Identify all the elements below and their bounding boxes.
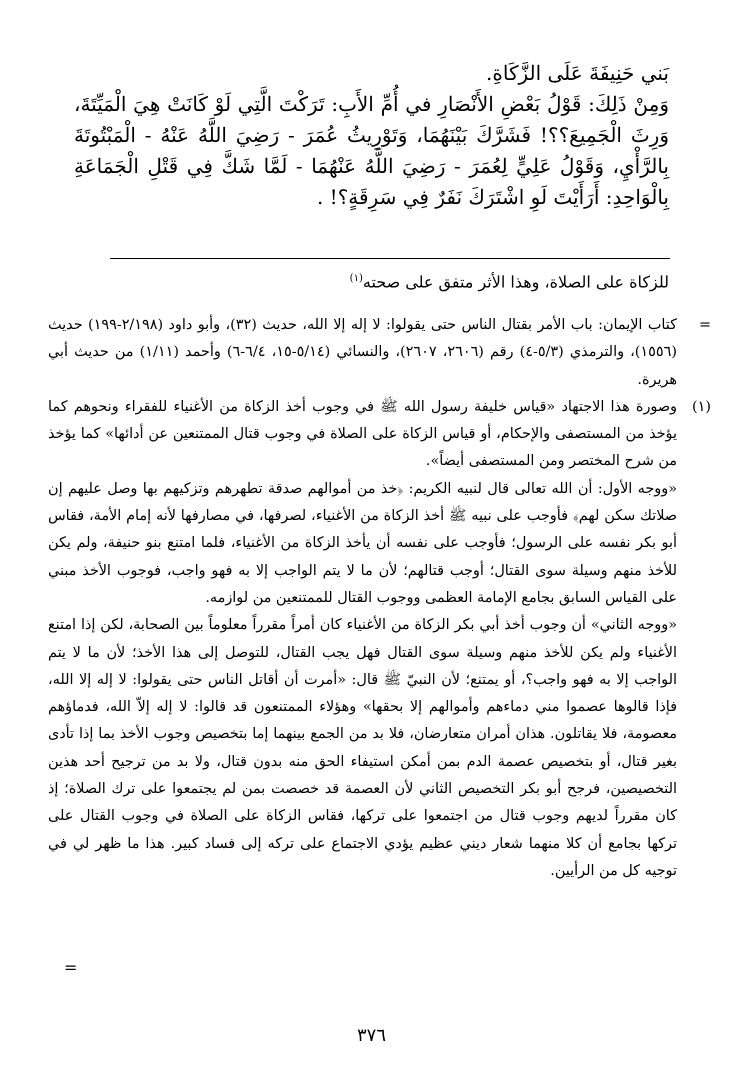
main-line: بَني حَنِيفَةَ عَلَى الزَّكَاةِ. xyxy=(486,61,669,85)
footnote-paragraph: «ووجه الأول: أن الله تعالى قال لنبيه الكريم: ﴿خذ من أموالهم صدقة تطهرهم وتزكيهم بها وصل عليهم إن صلاتك سكن لهم﴾ فأوجب على نبيه ﷺ أخذ الزكاة من الأغنياء، لصرفها، في مصارفها لأنه إمام الأمة، فقاس أبو بكر نفسه على الرسول؛ فأوجب على نفسه أن يأخذ الزكاة من الأغنياء، فلما امتنع بنو حنيفة، ولم يكن للأخذ منهم وسيلة سوى القتال؛ أوجب قتالهم؛ لأن ما لا يتم الواجب إلا به فهو واجب، فوجوب الأخذ مبني على القياس السابق بجامع الإمامة العظمى ووجوب القتال للممتنعين من لوازمه. xyxy=(48,480,677,606)
continuation-mark: = xyxy=(64,958,78,977)
main-text xyxy=(74,58,669,213)
footnote-paragraph: «ووجه الثاني» أن وجوب أخذ أبي بكر الزكاة من الأغنياء كان أمراً مقرراً معلوماً بين الصحابة، لكن إذا امتنع الأغنياء ولم يكن للأخذ منهم وسيلة سوى القتال فهل يجب القتال، للتوصل إلى هذا الأخذ؛ لأن ما لا يتم الواجب إلا به فهو واجب؟، أو يمتنع؛ لأن النبيّ ﷺ قال: «أمرت أن أقاتل الناس حتى يقولوا: لا إله إلا الله، فإذا قالوها عصموا مني دماءهم وأموالهم إلا بحقها» وهؤلاء الممتنعون قد قالوا: لا إله إلاّ الله، فدماؤهم معصومة، فلا يقاتلون. هذان أمران متعارضان، فلا بد من الجمع بينهما إما بتخصيص وجوب الأخذ بما إذا تأدى بغير قتال، أو بتخصيص عصمة الدم بمن أمكن استيفاء الحق منه بدون قتال، ولا بد من ترجيح أحد هذين التخصيصين، فرجح أبو بكر التخصيص الثاني لأن العصمة قد خصصت بمن لم يجتمعوا على ترك الصلاة؛ إذ كان مقرراً لديهم وجوب قتال من اجتمعوا على تركها، فقاس الزكاة على الصلاة في وجوب القتال على تركها بجامع أن كلا منهما شعار ديني عظيم يؤدي الاجتماع على تركه إلى فساد كبير. هذا ما ظهر لي في توجيه كل من الرأيين. xyxy=(48,617,677,879)
footnote-divider xyxy=(110,258,670,259)
footnote-paragraph: كتاب الإيمان: باب الأمر بقتال الناس حتى يقولوا: لا إله إلا الله، حديث (٣٢)، وأبو داود (٢/١٩٨-١٩٩) حديث (١٥٥٦)، والترمذي (٥/٣-٤) رقم (٢٦٠٦، ٢٦٠٧)، والنسائي (٥/١٤-١٥، ٦/٤-٦) وأحمد (١/١١) من حديث أبي هريرة. xyxy=(48,317,677,388)
page-number: ٣٧٦ xyxy=(356,1025,386,1046)
footnote-continued xyxy=(48,312,711,394)
footnote-mark: (١) xyxy=(692,398,711,415)
footnote-1 xyxy=(48,394,711,885)
footnote-paragraph: وصورة هذا الاجتهاد «قياس خليفة رسول الله ﷺ في وجوب أخذ الزكاة من الأغنياء للفقراء ونحوهم كما يؤخذ من المستصفى والإحكام، أو قياس الزكاة على الصلاة في وجوب قتال الممتنعين عن أدائها» كما يؤخذ من شرح المختصر ومن المستصفى أيضاً». xyxy=(48,398,677,470)
main-paragraph: وَمِنْ ذَلِكَ: قَوْلُ بَعْضِ الأَنْصَارِ في أُمِّ الأَبِ: تَرَكْتَ الَّتِي لَوْ كَانَتْ هِيَ الْمَيِّتَةَ، وَرِثَ الْجَمِيعَ؟؟! فَشَرَّكَ بَيْنَهُمَا، وَتَوْرِيثُ عُمَرَ - رَضِيَ اللَّهُ عَنْهُ - الْمَبْتُوتَةَ بِالرَّأْيِ، وَقَوْلُ عَلِيٍّ لِعُمَرَ - رَضِيَ اللَّهُ عَنْهُمَا - لَمَّا شَكَّ فِي قَتْلِ الْجَمَاعَةِ بِالْوَاحِدِ: أَرَأَيْتَ لَوِ اشْتَرَكَ نَفَرٌ فِي سَرِقَةٍ؟! . xyxy=(74,92,669,209)
continuation-text: للزكاة على الصلاة، وهذا الأثر متفق على صحته xyxy=(362,272,669,292)
footnotes xyxy=(48,312,711,885)
footnote-continuation xyxy=(74,266,669,295)
footnote-mark: = xyxy=(698,317,711,333)
footnote-ref: (١) xyxy=(349,273,363,284)
